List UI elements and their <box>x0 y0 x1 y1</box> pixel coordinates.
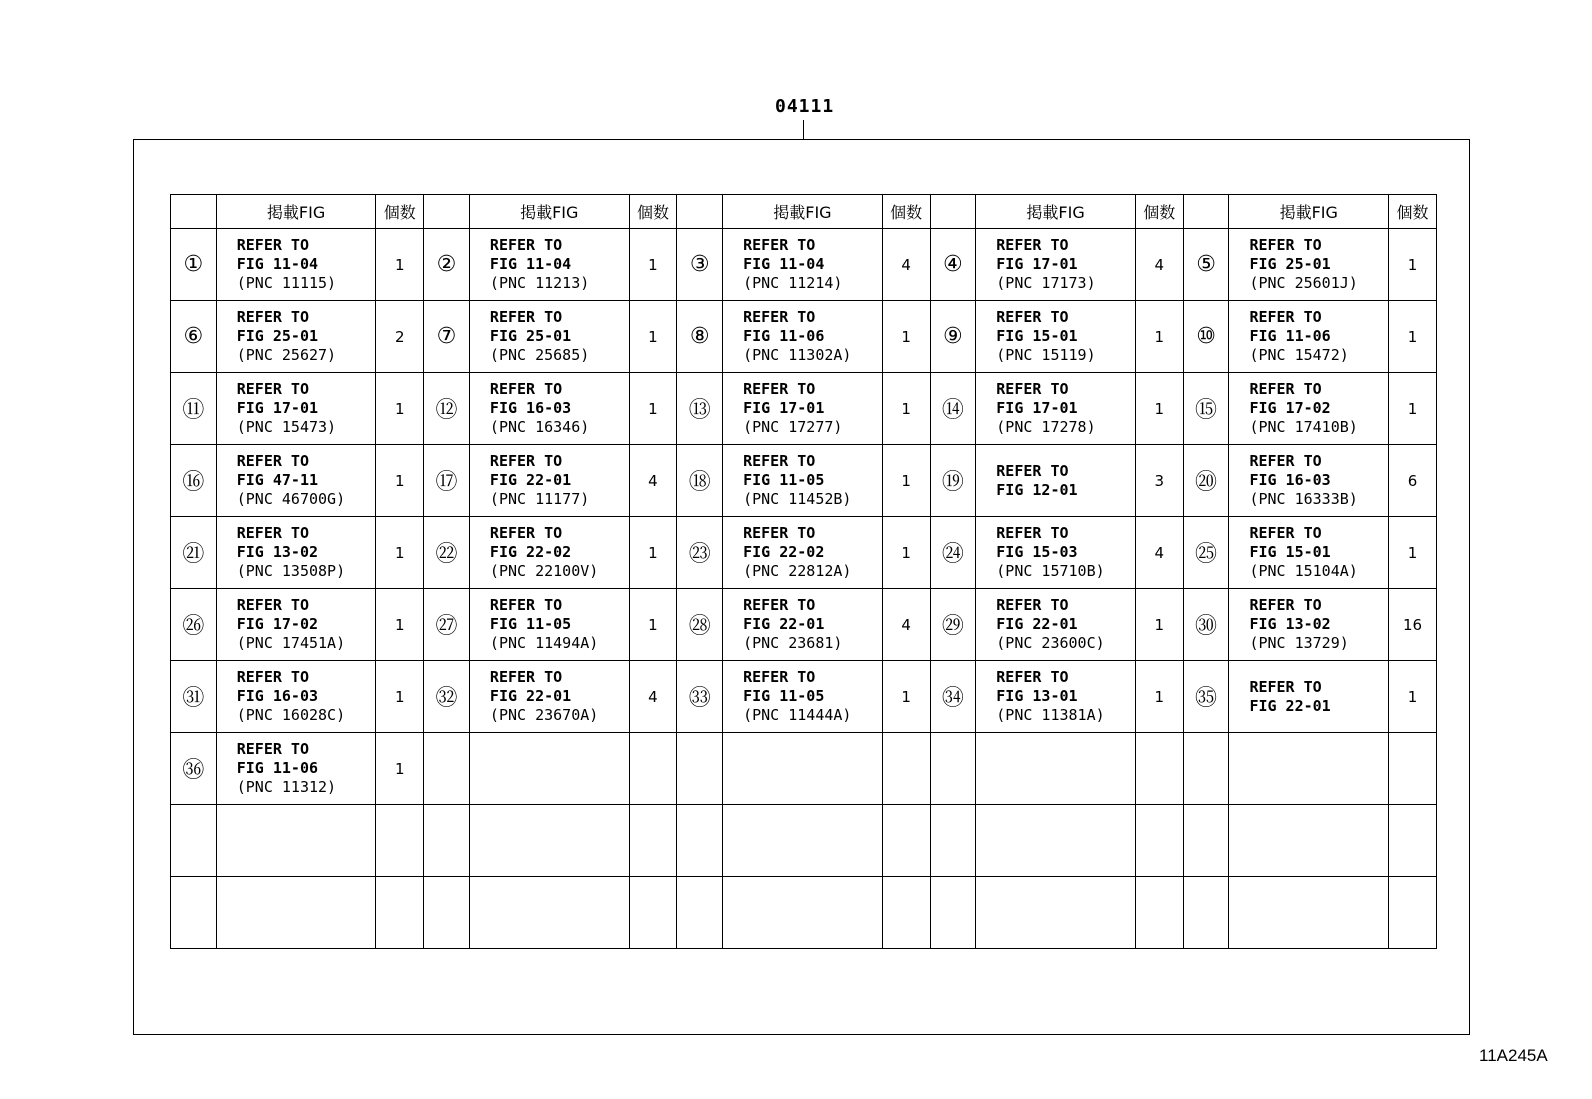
fig-number-text: FIG 22-01 <box>1249 696 1331 715</box>
item-number <box>1183 877 1229 949</box>
pnc-text: (PNC 16028C) <box>236 706 346 724</box>
item-number <box>424 733 470 805</box>
fig-reference <box>469 445 629 517</box>
quantity: 1 <box>629 517 677 589</box>
fig-reference <box>216 445 376 517</box>
fig-number-text: FIG 11-05 <box>743 471 825 489</box>
header-qty: 個数 <box>376 195 424 229</box>
fig-number-text: FIG 11-04 <box>743 255 825 273</box>
refer-to-text: REFER TO <box>743 596 816 614</box>
fig-number-text: FIG 17-02 <box>236 615 319 633</box>
header-fig: 掲載FIG <box>976 195 1136 229</box>
quantity: 1 <box>1135 661 1183 733</box>
fig-number-text: FIG 11-06 <box>743 327 825 345</box>
item-number: ㉞ <box>930 661 976 733</box>
header-fig: 掲載FIG <box>216 195 376 229</box>
pnc-text: (PNC 15472) <box>1249 346 1349 364</box>
fig-number-text: FIG 11-04 <box>489 255 572 273</box>
header-num-cell <box>171 195 217 229</box>
refer-to-text: REFER TO <box>743 380 816 398</box>
item-number: ㉝ <box>677 661 723 733</box>
fig-number-text: FIG 11-05 <box>743 687 825 705</box>
item-number: ⑨ <box>930 301 976 373</box>
fig-number-text: FIG 15-03 <box>996 543 1078 561</box>
fig-number-text: FIG 17-01 <box>996 399 1078 417</box>
fig-number-text: FIG 12-01 <box>996 480 1078 499</box>
table-row <box>171 661 1437 733</box>
refer-to-text: REFER TO <box>743 668 816 686</box>
quantity: 6 <box>1389 445 1437 517</box>
fig-reference <box>216 733 376 805</box>
pnc-text: (PNC 11452B) <box>743 490 852 508</box>
header-qty: 個数 <box>882 195 930 229</box>
refer-to-text: REFER TO <box>996 596 1069 614</box>
item-number: ② <box>424 229 470 301</box>
item-number: ⑬ <box>677 373 723 445</box>
fig-number-text: FIG 15-01 <box>1249 543 1331 561</box>
item-number <box>930 877 976 949</box>
item-number: ㉕ <box>1183 517 1229 589</box>
quantity: 1 <box>1135 301 1183 373</box>
quantity <box>1389 733 1437 805</box>
fig-number-text: FIG 17-02 <box>1249 399 1331 417</box>
quantity: 1 <box>629 229 677 301</box>
fig-reference <box>723 733 883 805</box>
refer-to-text: REFER TO <box>1249 308 1322 326</box>
header-num-cell <box>930 195 976 229</box>
table-row <box>171 733 1437 805</box>
fig-number-text: FIG 47-11 <box>236 471 319 489</box>
item-number: ㉘ <box>677 589 723 661</box>
quantity <box>629 877 677 949</box>
header-qty: 個数 <box>1135 195 1183 229</box>
item-number: ⑦ <box>424 301 470 373</box>
item-number: ㉒ <box>424 517 470 589</box>
item-number: ⑰ <box>424 445 470 517</box>
pnc-text: (PNC 17410B) <box>1249 418 1358 436</box>
leader-line <box>803 120 804 139</box>
quantity: 1 <box>1389 661 1437 733</box>
refer-to-text: REFER TO <box>236 668 309 686</box>
fig-number-text: FIG 17-01 <box>236 399 319 417</box>
fig-reference <box>723 661 883 733</box>
pnc-text: (PNC 13508P) <box>236 562 346 580</box>
header-num-cell <box>1183 195 1229 229</box>
fig-reference <box>723 877 883 949</box>
fig-reference <box>1229 301 1389 373</box>
quantity: 1 <box>629 373 677 445</box>
pnc-text: (PNC 15710B) <box>996 562 1105 580</box>
fig-number-text: FIG 25-01 <box>489 327 572 345</box>
fig-number-text: FIG 22-01 <box>996 615 1078 633</box>
item-number: ㉓ <box>677 517 723 589</box>
item-number: ⑮ <box>1183 373 1229 445</box>
pnc-text: (PNC 17173) <box>996 274 1096 292</box>
fig-reference <box>976 589 1136 661</box>
fig-reference <box>216 301 376 373</box>
refer-to-text: REFER TO <box>996 668 1069 686</box>
refer-to-text: REFER TO <box>1249 236 1322 254</box>
fig-number-text: FIG 22-01 <box>743 615 825 633</box>
item-number: ⑥ <box>171 301 217 373</box>
fig-number-text: FIG 13-01 <box>996 687 1078 705</box>
quantity: 1 <box>376 517 424 589</box>
fig-number-text: FIG 15-01 <box>996 327 1078 345</box>
table-row <box>171 877 1437 949</box>
quantity: 1 <box>376 229 424 301</box>
item-number <box>171 877 217 949</box>
fig-number-text: FIG 16-03 <box>1249 471 1331 489</box>
fig-reference <box>976 805 1136 877</box>
fig-number-text: FIG 13-02 <box>1249 615 1331 633</box>
fig-reference <box>976 229 1136 301</box>
item-number: ⑪ <box>171 373 217 445</box>
pnc-text: (PNC 11444A) <box>743 706 852 724</box>
item-number: ⑲ <box>930 445 976 517</box>
quantity: 16 <box>1389 589 1437 661</box>
quantity <box>1389 877 1437 949</box>
pnc-text: (PNC 23681) <box>743 634 843 652</box>
item-number: ㉗ <box>424 589 470 661</box>
refer-to-text: REFER TO <box>236 308 309 326</box>
item-number: ⑫ <box>424 373 470 445</box>
table-row <box>171 373 1437 445</box>
refer-to-text: REFER TO <box>236 524 309 542</box>
fig-number-text: FIG 16-03 <box>489 399 572 417</box>
item-number: ⑱ <box>677 445 723 517</box>
pnc-text: (PNC 11312) <box>236 778 337 796</box>
pnc-text: (PNC 22100V) <box>489 562 599 580</box>
fig-number-text: FIG 11-05 <box>489 615 572 633</box>
fig-reference <box>469 661 629 733</box>
quantity: 1 <box>1135 589 1183 661</box>
quantity <box>882 877 930 949</box>
refer-to-text: REFER TO <box>996 308 1069 326</box>
fig-reference <box>723 301 883 373</box>
fig-reference <box>469 877 629 949</box>
item-number: ㉟ <box>1183 661 1229 733</box>
item-number <box>424 877 470 949</box>
table-row <box>171 805 1437 877</box>
table-row <box>171 445 1437 517</box>
fig-reference <box>723 445 883 517</box>
fig-number-text: FIG 16-03 <box>236 687 319 705</box>
fig-reference <box>976 517 1136 589</box>
header-row <box>171 195 1437 229</box>
fig-reference <box>1229 229 1389 301</box>
refer-to-text: REFER TO <box>996 461 1069 480</box>
item-number: ③ <box>677 229 723 301</box>
refer-to-text: REFER TO <box>489 668 563 686</box>
header-fig: 掲載FIG <box>1229 195 1389 229</box>
fig-reference <box>216 661 376 733</box>
pnc-text: (PNC 11494A) <box>489 634 599 652</box>
quantity: 1 <box>882 517 930 589</box>
refer-to-text: REFER TO <box>743 524 816 542</box>
pnc-text: (PNC 17277) <box>743 418 843 436</box>
header-qty: 個数 <box>629 195 677 229</box>
item-number: ㉙ <box>930 589 976 661</box>
refer-to-text: REFER TO <box>1249 380 1322 398</box>
fig-reference <box>976 877 1136 949</box>
item-number: ⑩ <box>1183 301 1229 373</box>
fig-number-text: FIG 25-01 <box>1249 255 1331 273</box>
header-num-cell <box>677 195 723 229</box>
fig-reference <box>469 229 629 301</box>
fig-number-text: FIG 11-06 <box>236 759 319 777</box>
refer-to-text: REFER TO <box>489 524 563 542</box>
quantity: 1 <box>882 661 930 733</box>
fig-reference <box>469 517 629 589</box>
quantity: 1 <box>376 589 424 661</box>
pnc-text: (PNC 17278) <box>996 418 1096 436</box>
quantity <box>882 733 930 805</box>
fig-reference <box>469 373 629 445</box>
fig-number-text: FIG 25-01 <box>236 327 319 345</box>
item-number: ⑯ <box>171 445 217 517</box>
item-number: ④ <box>930 229 976 301</box>
fig-number-text: FIG 13-02 <box>236 543 319 561</box>
fig-number-text: FIG 22-01 <box>489 471 572 489</box>
pnc-text: (PNC 46700G) <box>236 490 346 508</box>
quantity: 1 <box>1389 229 1437 301</box>
quantity: 1 <box>629 589 677 661</box>
quantity: 1 <box>882 301 930 373</box>
item-number: ⑭ <box>930 373 976 445</box>
quantity: 4 <box>882 229 930 301</box>
reference-table <box>170 194 1437 949</box>
item-number <box>677 805 723 877</box>
pnc-text: (PNC 17451A) <box>236 634 346 652</box>
quantity: 1 <box>1135 373 1183 445</box>
fig-reference <box>469 589 629 661</box>
fig-reference <box>976 733 1136 805</box>
item-number <box>677 877 723 949</box>
fig-reference <box>1229 373 1389 445</box>
fig-reference <box>216 589 376 661</box>
table-row <box>171 517 1437 589</box>
fig-reference <box>723 805 883 877</box>
refer-to-text: REFER TO <box>1249 452 1322 470</box>
fig-reference <box>469 301 629 373</box>
header-fig: 掲載FIG <box>469 195 629 229</box>
quantity: 3 <box>1135 445 1183 517</box>
item-number: ㉛ <box>171 661 217 733</box>
quantity: 1 <box>376 445 424 517</box>
quantity: 4 <box>629 661 677 733</box>
quantity <box>376 877 424 949</box>
fig-reference <box>976 373 1136 445</box>
pnc-text: (PNC 23600C) <box>996 634 1105 652</box>
fig-reference <box>216 877 376 949</box>
quantity: 1 <box>376 373 424 445</box>
pnc-text: (PNC 11213) <box>489 274 590 292</box>
item-number: ① <box>171 229 217 301</box>
refer-to-text: REFER TO <box>996 236 1069 254</box>
item-number: ⑳ <box>1183 445 1229 517</box>
pnc-text: (PNC 11177) <box>489 490 590 508</box>
quantity: 1 <box>1389 301 1437 373</box>
pnc-text: (PNC 11381A) <box>996 706 1105 724</box>
quantity: 1 <box>1389 373 1437 445</box>
refer-to-text: REFER TO <box>996 380 1069 398</box>
pnc-text: (PNC 16346) <box>489 418 590 436</box>
fig-reference <box>723 517 883 589</box>
pnc-text: (PNC 15104A) <box>1249 562 1358 580</box>
fig-number-text: FIG 22-01 <box>489 687 572 705</box>
refer-to-text: REFER TO <box>236 380 309 398</box>
fig-reference <box>1229 805 1389 877</box>
pnc-text: (PNC 15119) <box>996 346 1096 364</box>
pnc-text: (PNC 25627) <box>236 346 337 364</box>
table-row <box>171 301 1437 373</box>
quantity <box>376 805 424 877</box>
quantity <box>882 805 930 877</box>
fig-reference <box>1229 589 1389 661</box>
refer-to-text: REFER TO <box>489 308 563 326</box>
item-number <box>424 805 470 877</box>
quantity <box>629 805 677 877</box>
quantity: 1 <box>376 733 424 805</box>
fig-reference <box>1229 733 1389 805</box>
refer-to-text: REFER TO <box>1249 677 1322 696</box>
header-fig: 掲載FIG <box>723 195 883 229</box>
fig-number-text: FIG 11-04 <box>236 255 319 273</box>
refer-to-text: REFER TO <box>1249 596 1322 614</box>
pnc-text: (PNC 11302A) <box>743 346 852 364</box>
pnc-text: (PNC 11214) <box>743 274 843 292</box>
fig-reference <box>976 445 1136 517</box>
fig-reference <box>1229 445 1389 517</box>
quantity: 2 <box>376 301 424 373</box>
fig-reference <box>1229 877 1389 949</box>
item-number: ㉚ <box>1183 589 1229 661</box>
fig-reference <box>976 301 1136 373</box>
fig-reference <box>976 661 1136 733</box>
refer-to-text: REFER TO <box>489 452 563 470</box>
quantity: 4 <box>629 445 677 517</box>
quantity: 4 <box>882 589 930 661</box>
part-number-label: 04111 <box>775 96 835 117</box>
item-number: ㉔ <box>930 517 976 589</box>
item-number <box>1183 733 1229 805</box>
item-number <box>677 733 723 805</box>
refer-to-text: REFER TO <box>743 452 816 470</box>
fig-reference <box>216 229 376 301</box>
item-number: ㉑ <box>171 517 217 589</box>
item-number: ⑧ <box>677 301 723 373</box>
quantity: 1 <box>882 445 930 517</box>
refer-to-text: REFER TO <box>743 308 816 326</box>
pnc-text: (PNC 11115) <box>236 274 337 292</box>
fig-reference <box>216 517 376 589</box>
item-number <box>930 805 976 877</box>
refer-to-text: REFER TO <box>236 596 309 614</box>
fig-reference <box>723 589 883 661</box>
illustration-code: 11A245A <box>1479 1046 1548 1065</box>
pnc-text: (PNC 25601J) <box>1249 274 1358 292</box>
fig-reference <box>723 373 883 445</box>
fig-reference <box>723 229 883 301</box>
refer-to-text: REFER TO <box>489 380 563 398</box>
header-qty: 個数 <box>1389 195 1437 229</box>
fig-number-text: FIG 17-01 <box>996 255 1078 273</box>
item-number <box>171 805 217 877</box>
quantity: 4 <box>1135 229 1183 301</box>
refer-to-text: REFER TO <box>996 524 1069 542</box>
item-number <box>930 733 976 805</box>
fig-number-text: FIG 22-02 <box>489 543 572 561</box>
fig-reference <box>1229 661 1389 733</box>
refer-to-text: REFER TO <box>236 452 309 470</box>
header-num-cell <box>424 195 470 229</box>
quantity <box>629 733 677 805</box>
table-row <box>171 589 1437 661</box>
fig-number-text: FIG 22-02 <box>743 543 825 561</box>
fig-reference <box>216 373 376 445</box>
fig-reference <box>469 733 629 805</box>
quantity: 1 <box>1389 517 1437 589</box>
quantity <box>1135 805 1183 877</box>
refer-to-text: REFER TO <box>1249 524 1322 542</box>
pnc-text: (PNC 23670A) <box>489 706 599 724</box>
fig-number-text: FIG 11-06 <box>1249 327 1331 345</box>
refer-to-text: REFER TO <box>743 236 816 254</box>
fig-reference <box>469 805 629 877</box>
pnc-text: (PNC 25685) <box>489 346 590 364</box>
pnc-text: (PNC 22812A) <box>743 562 852 580</box>
quantity: 1 <box>629 301 677 373</box>
fig-reference <box>216 805 376 877</box>
quantity: 1 <box>376 661 424 733</box>
quantity <box>1135 877 1183 949</box>
item-number <box>1183 805 1229 877</box>
item-number: ㉜ <box>424 661 470 733</box>
fig-number-text: FIG 17-01 <box>743 399 825 417</box>
quantity <box>1389 805 1437 877</box>
refer-to-text: REFER TO <box>489 236 563 254</box>
refer-to-text: REFER TO <box>236 740 309 758</box>
quantity: 4 <box>1135 517 1183 589</box>
pnc-text: (PNC 15473) <box>236 418 337 436</box>
quantity <box>1135 733 1183 805</box>
item-number: ㉖ <box>171 589 217 661</box>
item-number: ㊱ <box>171 733 217 805</box>
quantity: 1 <box>882 373 930 445</box>
refer-to-text: REFER TO <box>236 236 309 254</box>
item-number: ⑤ <box>1183 229 1229 301</box>
table-row <box>171 229 1437 301</box>
pnc-text: (PNC 16333B) <box>1249 490 1358 508</box>
pnc-text: (PNC 13729) <box>1249 634 1349 652</box>
fig-reference <box>1229 517 1389 589</box>
refer-to-text: REFER TO <box>489 596 563 614</box>
